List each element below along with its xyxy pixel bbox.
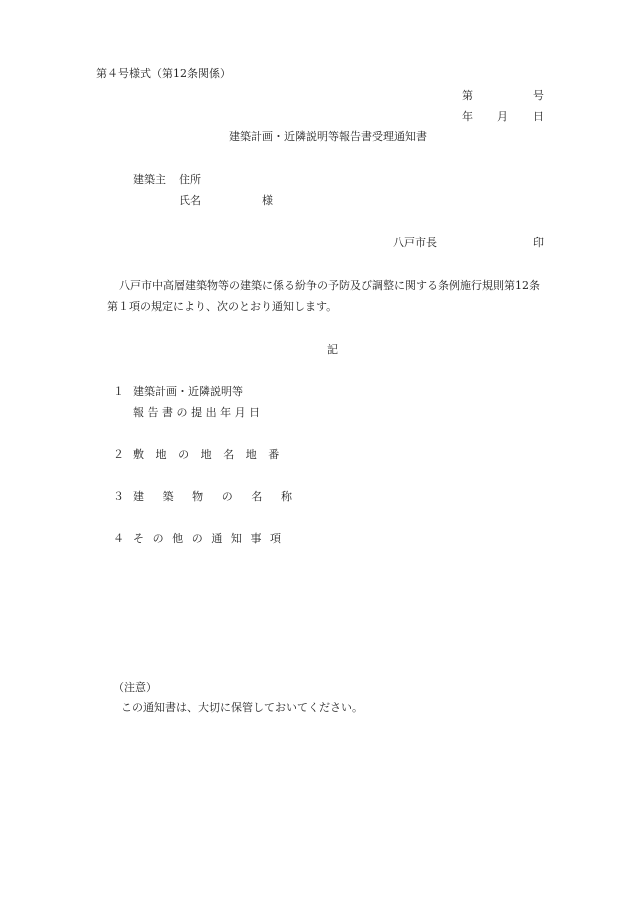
name-label: 氏名 (179, 194, 201, 207)
owner-label: 建築主 (133, 173, 166, 186)
honorific: 様 (262, 194, 273, 207)
item-label-continued: 報告書の提出年月日 (133, 406, 264, 419)
ki-heading: 記 (327, 343, 338, 356)
item-label: その他の通知事項 (133, 532, 290, 545)
item-number: ３ (113, 490, 124, 503)
item-label: 建築計画・近隣説明等 (133, 385, 243, 398)
item-number: ４ (113, 532, 124, 545)
number-prefix: 第 (462, 89, 473, 102)
day-label: 日 (533, 110, 544, 123)
item-label: 建築物の名称 (133, 490, 311, 503)
year-label: 年 (462, 110, 473, 123)
note-text: この通知書は、大切に保管しておいてください。 (121, 701, 363, 714)
form-number: 第４号様式（第12条関係） (96, 67, 231, 80)
number-suffix: 号 (533, 89, 544, 102)
month-label: 月 (497, 110, 508, 123)
note-heading: （注意） (113, 681, 157, 694)
item-label: 敷地の地名地番 (133, 448, 291, 461)
issuer-title: 八戸市長 (393, 236, 437, 249)
body-line-1: 八戸市中高層建築物等の建築に係る紛争の予防及び調整に関する条例施行規則第12条 (119, 279, 540, 292)
item-number: ２ (113, 448, 124, 461)
document-title: 建築計画・近隣説明等報告書受理通知書 (229, 130, 427, 143)
address-label: 住所 (179, 173, 201, 186)
item-number: １ (113, 385, 124, 398)
body-line-2: 第１項の規定により、次のとおり通知します。 (107, 300, 338, 313)
seal-mark: 印 (533, 236, 544, 249)
